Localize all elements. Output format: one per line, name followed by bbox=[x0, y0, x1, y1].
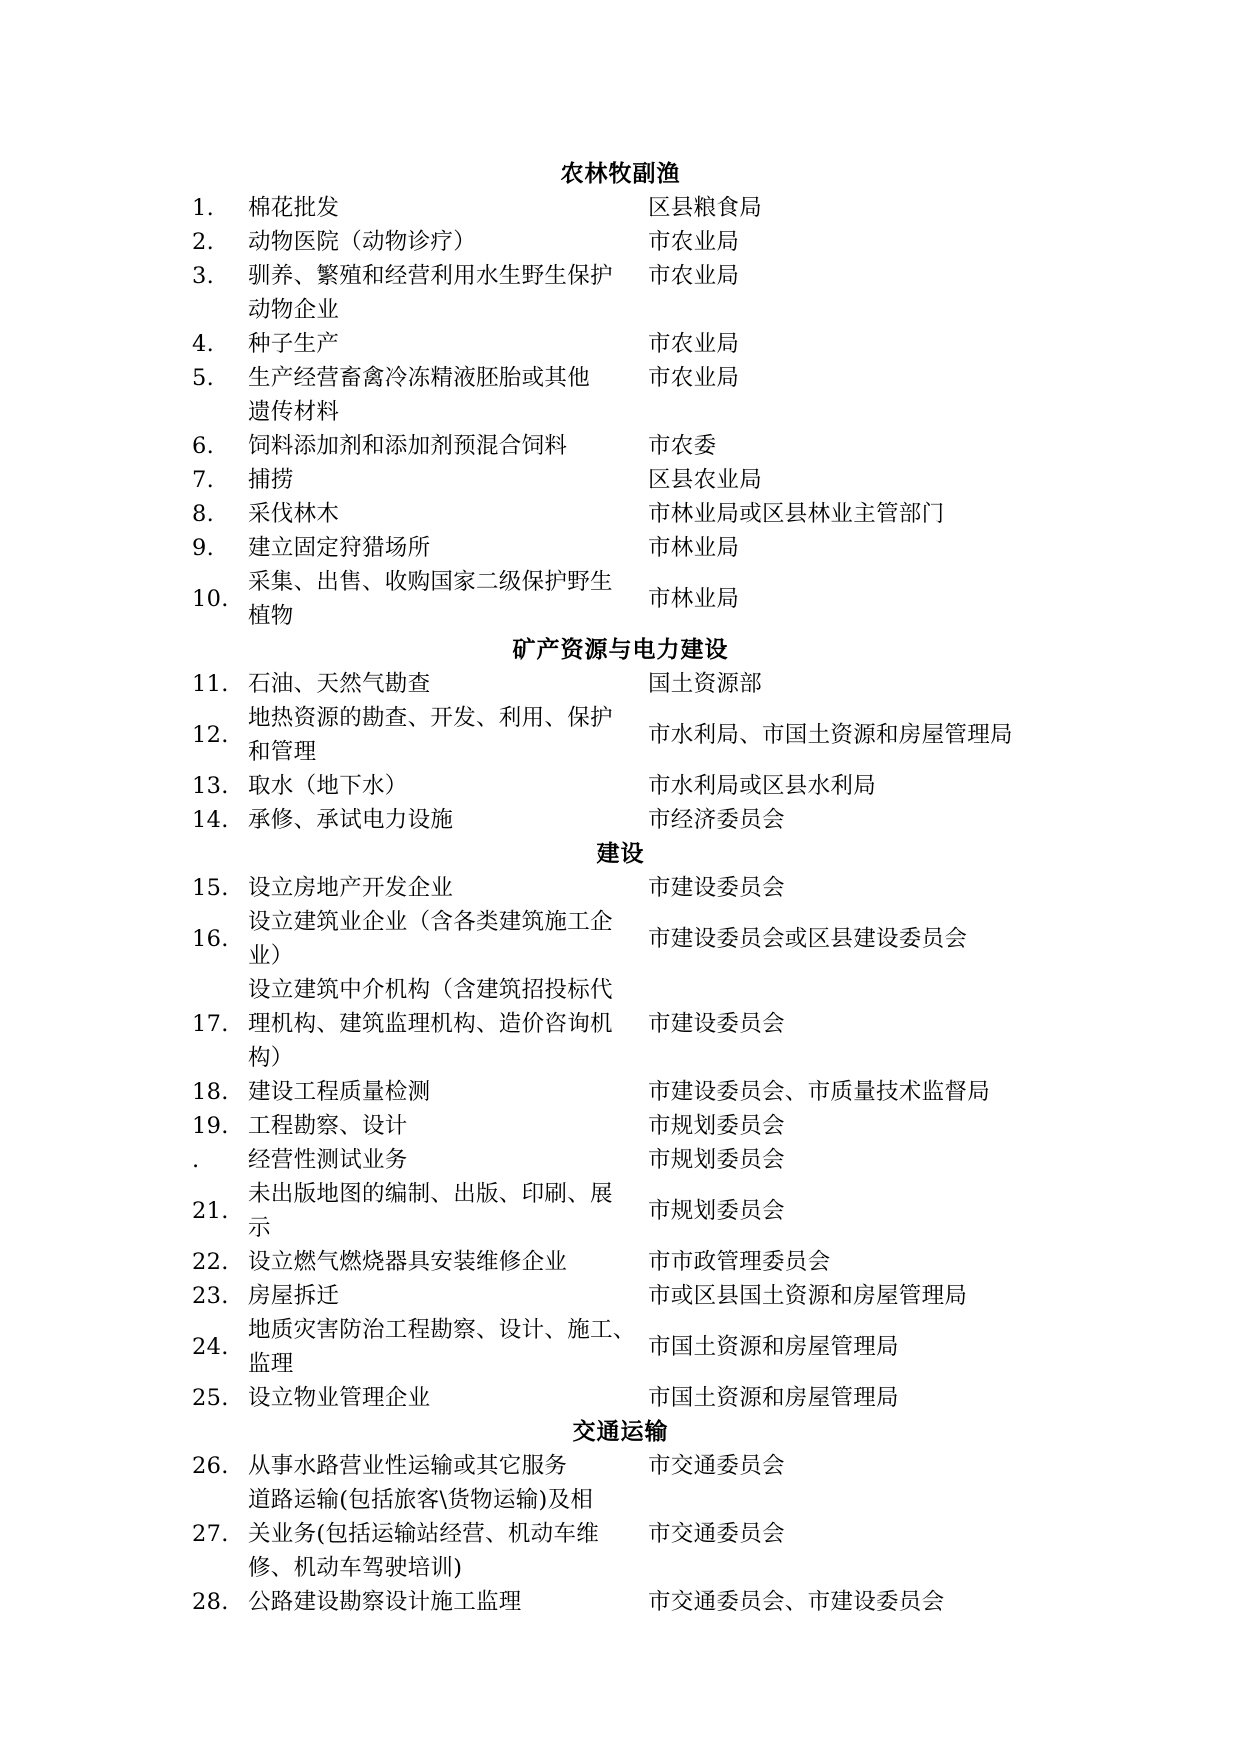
item-number: 3. bbox=[192, 263, 215, 289]
approval-department: 市建设委员会、市质量技术监督局 bbox=[648, 1079, 991, 1105]
list-item bbox=[0, 905, 1241, 973]
item-description-line: 棉花批发 bbox=[248, 195, 340, 221]
item-description bbox=[248, 463, 648, 497]
item-description bbox=[248, 361, 648, 429]
item-number: 19. bbox=[192, 1113, 229, 1139]
item-description-line: 工程勘察、设计 bbox=[248, 1113, 408, 1139]
list-item bbox=[0, 327, 1241, 361]
list-item bbox=[0, 667, 1241, 701]
item-description-line: 捕捞 bbox=[248, 467, 294, 493]
list-item bbox=[0, 1143, 1241, 1177]
item-description-line: 理机构、建筑监理机构、造价咨询机 bbox=[248, 1011, 613, 1037]
item-description-line: 设立燃气燃烧器具安装维修企业 bbox=[248, 1249, 568, 1275]
item-description-line: 监理 bbox=[248, 1351, 294, 1377]
list-item bbox=[0, 497, 1241, 531]
list-item bbox=[0, 769, 1241, 803]
list-item bbox=[0, 1483, 1241, 1585]
approval-department: 区县粮食局 bbox=[648, 195, 763, 221]
item-description bbox=[248, 1109, 648, 1143]
section-heading: 建设 bbox=[596, 840, 645, 867]
list-item bbox=[0, 803, 1241, 837]
item-description bbox=[248, 1381, 648, 1415]
item-description-line: 建设工程质量检测 bbox=[248, 1079, 431, 1105]
list-item bbox=[0, 191, 1241, 225]
list-item bbox=[0, 701, 1241, 769]
item-description-line: 动物医院（动物诊疗） bbox=[248, 229, 477, 255]
approval-department: 市农委 bbox=[648, 433, 717, 459]
item-description bbox=[248, 191, 648, 225]
approval-department: 国土资源部 bbox=[648, 671, 763, 697]
item-description bbox=[248, 1483, 648, 1585]
list-item bbox=[0, 225, 1241, 259]
approval-department: 市水利局或区县水利局 bbox=[648, 773, 877, 799]
item-description-line: 采集、出售、收购国家二级保护野生 bbox=[248, 569, 613, 595]
item-description bbox=[248, 565, 648, 633]
approval-department: 市国土资源和房屋管理局 bbox=[648, 1385, 899, 1411]
list-item bbox=[0, 1075, 1241, 1109]
list-item bbox=[0, 1449, 1241, 1483]
item-description bbox=[248, 1585, 648, 1619]
list-item bbox=[0, 1313, 1241, 1381]
item-description bbox=[248, 1177, 648, 1245]
list-item bbox=[0, 361, 1241, 429]
section-heading: 矿产资源与电力建设 bbox=[512, 636, 729, 663]
item-number: 28. bbox=[192, 1589, 229, 1615]
item-description bbox=[248, 327, 648, 361]
item-number: 1. bbox=[192, 195, 215, 221]
list-item bbox=[0, 565, 1241, 633]
approval-department: 市规划委员会 bbox=[648, 1113, 785, 1139]
item-description-line: 示 bbox=[248, 1215, 271, 1241]
item-number: 15. bbox=[192, 875, 229, 901]
item-description-line: 和管理 bbox=[248, 739, 317, 765]
item-description-line: 经营性测试业务 bbox=[248, 1147, 408, 1173]
item-description-line: 生产经营畜禽冷冻精液胚胎或其他 bbox=[248, 365, 591, 391]
item-number: 13. bbox=[192, 773, 229, 799]
item-description bbox=[248, 1279, 648, 1313]
item-description bbox=[248, 769, 648, 803]
item-number: 21. bbox=[192, 1198, 229, 1224]
item-description-line: 承修、承试电力设施 bbox=[248, 807, 454, 833]
item-number: 10. bbox=[192, 586, 229, 612]
list-item bbox=[0, 259, 1241, 327]
list-item bbox=[0, 1177, 1241, 1245]
item-number: 18. bbox=[192, 1079, 229, 1105]
approval-department: 市交通委员会 bbox=[648, 1453, 785, 1479]
list-item bbox=[0, 1585, 1241, 1619]
approval-department: 市建设委员会或区县建设委员会 bbox=[648, 926, 968, 952]
item-description-line: 取水（地下水） bbox=[248, 773, 408, 799]
item-description bbox=[248, 973, 648, 1075]
item-description-line: 公路建设勘察设计施工监理 bbox=[248, 1589, 522, 1615]
item-number: 26. bbox=[192, 1453, 229, 1479]
item-description-line: 采伐林木 bbox=[248, 501, 340, 527]
item-description bbox=[248, 259, 648, 327]
item-description-line: 地质灾害防治工程勘察、设计、施工、 bbox=[248, 1317, 636, 1343]
item-number: 6. bbox=[192, 433, 215, 459]
section-heading: 交通运输 bbox=[572, 1418, 669, 1445]
item-description-line: 驯养、繁殖和经营利用水生野生保护 bbox=[248, 263, 613, 289]
item-description bbox=[248, 531, 648, 565]
list-item bbox=[0, 531, 1241, 565]
item-number: 27. bbox=[192, 1521, 229, 1547]
item-description-line: 种子生产 bbox=[248, 331, 340, 357]
item-description-line: 建立固定狩猎场所 bbox=[248, 535, 431, 561]
list-item bbox=[0, 1109, 1241, 1143]
approval-department: 市规划委员会 bbox=[648, 1198, 785, 1224]
item-number: 16. bbox=[192, 926, 229, 952]
item-description-line: 修、机动车驾驶培训) bbox=[248, 1555, 463, 1581]
item-number: 24. bbox=[192, 1334, 229, 1360]
approval-department: 市林业局 bbox=[648, 535, 740, 561]
approval-department: 市建设委员会 bbox=[648, 875, 785, 901]
item-number: 23. bbox=[192, 1283, 229, 1309]
item-number: 5. bbox=[192, 365, 215, 391]
approval-department: 市水利局、市国土资源和房屋管理局 bbox=[648, 722, 1013, 748]
item-description-line: 房屋拆迁 bbox=[248, 1283, 340, 1309]
item-description bbox=[248, 803, 648, 837]
item-number: . bbox=[192, 1147, 200, 1173]
section-heading: 农林牧副渔 bbox=[560, 160, 681, 187]
item-number: 22. bbox=[192, 1249, 229, 1275]
item-description-line: 设立房地产开发企业 bbox=[248, 875, 454, 901]
item-description-line: 设立建筑中介机构（含建筑招投标代 bbox=[248, 977, 613, 1003]
list-item bbox=[0, 973, 1241, 1075]
item-number: 12. bbox=[192, 722, 229, 748]
item-number: 11. bbox=[192, 671, 229, 697]
item-description bbox=[248, 225, 648, 259]
item-description bbox=[248, 1075, 648, 1109]
item-description bbox=[248, 497, 648, 531]
approval-department: 市建设委员会 bbox=[648, 1011, 785, 1037]
approval-department: 市农业局 bbox=[648, 229, 740, 255]
item-description-line: 设立建筑业企业（含各类建筑施工企 bbox=[248, 909, 613, 935]
approval-department: 市市政管理委员会 bbox=[648, 1249, 831, 1275]
item-number: 2. bbox=[192, 229, 215, 255]
list-item bbox=[0, 1279, 1241, 1313]
list-item bbox=[0, 871, 1241, 905]
item-description-line: 构） bbox=[248, 1045, 294, 1071]
approval-department: 市农业局 bbox=[648, 263, 740, 289]
item-description bbox=[248, 1313, 648, 1381]
list-item bbox=[0, 463, 1241, 497]
approval-department: 市交通委员会、市建设委员会 bbox=[648, 1589, 945, 1615]
approval-department: 市林业局或区县林业主管部门 bbox=[648, 501, 945, 527]
item-number: 4. bbox=[192, 331, 215, 357]
item-description bbox=[248, 871, 648, 905]
item-description-line: 未出版地图的编制、出版、印刷、展 bbox=[248, 1181, 613, 1207]
list-item bbox=[0, 1245, 1241, 1279]
item-description bbox=[248, 1245, 648, 1279]
approval-department: 市交通委员会 bbox=[648, 1521, 785, 1547]
item-description bbox=[248, 1449, 648, 1483]
item-description-line: 地热资源的勘查、开发、利用、保护 bbox=[248, 705, 613, 731]
document-body bbox=[0, 157, 1241, 1619]
approval-department: 市或区县国土资源和房屋管理局 bbox=[648, 1283, 968, 1309]
item-description bbox=[248, 667, 648, 701]
item-number: 9. bbox=[192, 535, 215, 561]
approval-department: 市国土资源和房屋管理局 bbox=[648, 1334, 899, 1360]
item-number: 8. bbox=[192, 501, 215, 527]
item-description-line: 植物 bbox=[248, 603, 294, 629]
item-description-line: 业） bbox=[248, 943, 294, 969]
item-number: 14. bbox=[192, 807, 229, 833]
item-description-line: 设立物业管理企业 bbox=[248, 1385, 431, 1411]
item-description bbox=[248, 1143, 648, 1177]
item-description bbox=[248, 701, 648, 769]
approval-department: 市农业局 bbox=[648, 331, 740, 357]
item-description-line: 石油、天然气勘查 bbox=[248, 671, 431, 697]
item-number: 7. bbox=[192, 467, 215, 493]
item-description bbox=[248, 905, 648, 973]
item-number: 17. bbox=[192, 1011, 229, 1037]
item-description-line: 道路运输(包括旅客\货物运输)及相 bbox=[248, 1487, 594, 1513]
approval-department: 市经济委员会 bbox=[648, 807, 785, 833]
list-item bbox=[0, 429, 1241, 463]
list-item bbox=[0, 1381, 1241, 1415]
approval-department: 市林业局 bbox=[648, 586, 740, 612]
item-description-line: 关业务(包括运输站经营、机动车维 bbox=[248, 1521, 600, 1547]
approval-department: 市农业局 bbox=[648, 365, 740, 391]
item-number: 25. bbox=[192, 1385, 229, 1411]
item-description-line: 动物企业 bbox=[248, 297, 340, 323]
item-description-line: 饲料添加剂和添加剂预混合饲料 bbox=[248, 433, 568, 459]
item-description-line: 遗传材料 bbox=[248, 399, 340, 425]
item-description-line: 从事水路营业性运输或其它服务 bbox=[248, 1453, 568, 1479]
item-description bbox=[248, 429, 648, 463]
approval-department: 市规划委员会 bbox=[648, 1147, 785, 1173]
approval-department: 区县农业局 bbox=[648, 467, 763, 493]
